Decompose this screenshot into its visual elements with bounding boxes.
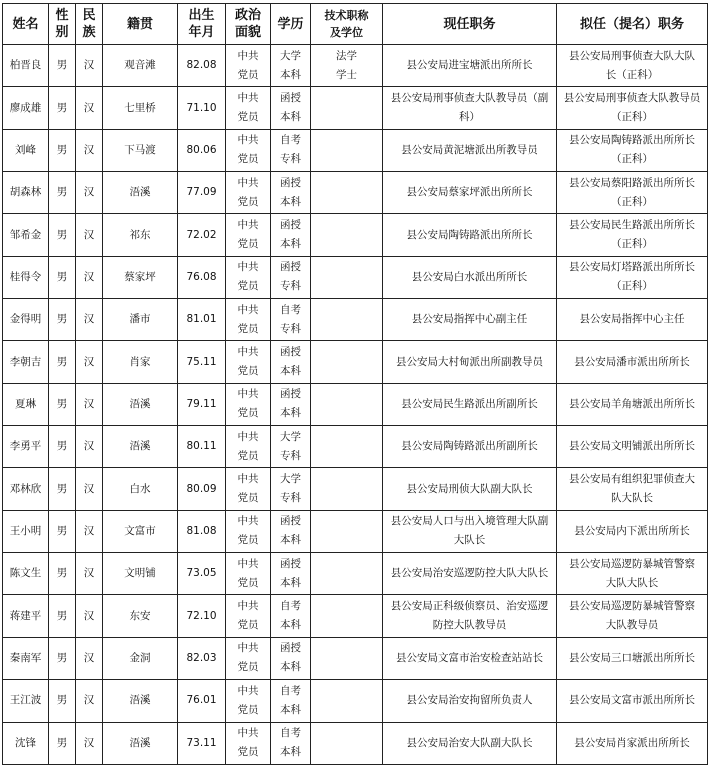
cell-gender: 男 — [49, 129, 76, 171]
cell-education: 函授 本科 — [271, 172, 311, 214]
cell-origin: 文明铺 — [103, 553, 178, 595]
cell-origin: 七里桥 — [103, 87, 178, 129]
cell-birth: 80.06 — [178, 129, 226, 171]
cell-title — [311, 172, 383, 214]
cell-origin: 蔡家坪 — [103, 256, 178, 298]
cell-origin: 下马渡 — [103, 129, 178, 171]
cell-political: 中共 党员 — [226, 129, 271, 171]
cell-political: 中共 党员 — [226, 172, 271, 214]
cell-name: 邓林欣 — [3, 468, 49, 510]
cell-name: 刘峰 — [3, 129, 49, 171]
cell-current-position: 县公安局治安拘留所负责人 — [383, 680, 557, 722]
cell-ethnicity: 汉 — [76, 426, 103, 468]
cell-proposed-position: 县公安局潘市派出所所长 — [557, 341, 708, 383]
header-ethnicity: 民 族 — [76, 4, 103, 45]
cell-name: 沈锋 — [3, 722, 49, 764]
cell-education: 大学 专科 — [271, 468, 311, 510]
cell-gender: 男 — [49, 595, 76, 637]
header-education: 学历 — [271, 4, 311, 45]
cell-education: 函授 专科 — [271, 256, 311, 298]
cell-gender: 男 — [49, 680, 76, 722]
cell-title — [311, 299, 383, 341]
cell-name: 胡森林 — [3, 172, 49, 214]
cell-education: 函授 本科 — [271, 87, 311, 129]
header-current-position: 现任职务 — [383, 4, 557, 45]
cell-title — [311, 129, 383, 171]
cell-political: 中共 党员 — [226, 214, 271, 256]
cell-gender: 男 — [49, 172, 76, 214]
cell-ethnicity: 汉 — [76, 256, 103, 298]
header-political: 政治 面貌 — [226, 4, 271, 45]
cell-title — [311, 680, 383, 722]
cell-proposed-position: 县公安局内下派出所所长 — [557, 510, 708, 552]
cell-origin: 文富市 — [103, 510, 178, 552]
cell-gender: 男 — [49, 468, 76, 510]
cell-gender: 男 — [49, 214, 76, 256]
cell-ethnicity: 汉 — [76, 214, 103, 256]
cell-ethnicity: 汉 — [76, 341, 103, 383]
cell-current-position: 县公安局刑侦大队副大队长 — [383, 468, 557, 510]
cell-name: 蒋建平 — [3, 595, 49, 637]
cell-ethnicity: 汉 — [76, 680, 103, 722]
personnel-table — [2, 3, 708, 765]
cell-birth: 80.11 — [178, 426, 226, 468]
cell-name: 廖成雄 — [3, 87, 49, 129]
header-gender: 性 别 — [49, 4, 76, 45]
cell-current-position: 县公安局人口与出入境管理大队副 大队长 — [383, 510, 557, 552]
cell-title — [311, 595, 383, 637]
cell-political: 中共 党员 — [226, 637, 271, 679]
cell-title — [311, 341, 383, 383]
cell-name: 柏晋良 — [3, 45, 49, 87]
cell-ethnicity: 汉 — [76, 510, 103, 552]
cell-name: 桂得令 — [3, 256, 49, 298]
cell-current-position: 县公安局陶铸路派出所副所长 — [383, 426, 557, 468]
cell-origin: 浯溪 — [103, 426, 178, 468]
cell-proposed-position: 县公安局巡逻防暴城管警察 大队大队长 — [557, 553, 708, 595]
cell-birth: 75.11 — [178, 341, 226, 383]
cell-title — [311, 722, 383, 764]
cell-title — [311, 553, 383, 595]
cell-current-position: 县公安局指挥中心副主任 — [383, 299, 557, 341]
cell-education: 自考 本科 — [271, 595, 311, 637]
cell-origin: 浯溪 — [103, 722, 178, 764]
cell-birth: 82.03 — [178, 637, 226, 679]
table-row — [3, 553, 708, 595]
cell-title — [311, 87, 383, 129]
cell-name: 王江波 — [3, 680, 49, 722]
table-row — [3, 383, 708, 425]
cell-origin: 浯溪 — [103, 172, 178, 214]
cell-birth: 81.08 — [178, 510, 226, 552]
header-proposed-position: 拟任（提名）职务 — [557, 4, 708, 45]
cell-education: 大学 专科 — [271, 426, 311, 468]
table-row — [3, 299, 708, 341]
cell-gender: 男 — [49, 299, 76, 341]
cell-current-position: 县公安局进宝塘派出所所长 — [383, 45, 557, 87]
cell-ethnicity: 汉 — [76, 172, 103, 214]
table-row — [3, 637, 708, 679]
cell-birth: 82.08 — [178, 45, 226, 87]
cell-proposed-position: 县公安局刑事侦查大队大队 长（正科） — [557, 45, 708, 87]
header-row — [3, 4, 708, 45]
cell-current-position: 县公安局大村甸派出所副教导员 — [383, 341, 557, 383]
cell-proposed-position: 县公安局陶铸路派出所所长 （正科） — [557, 129, 708, 171]
cell-proposed-position: 县公安局指挥中心主任 — [557, 299, 708, 341]
table-row — [3, 426, 708, 468]
table-row — [3, 722, 708, 764]
cell-ethnicity: 汉 — [76, 595, 103, 637]
cell-birth: 76.01 — [178, 680, 226, 722]
cell-origin: 浯溪 — [103, 383, 178, 425]
cell-title — [311, 383, 383, 425]
cell-political: 中共 党员 — [226, 510, 271, 552]
cell-current-position: 县公安局陶铸路派出所所长 — [383, 214, 557, 256]
cell-proposed-position: 县公安局羊角塘派出所所长 — [557, 383, 708, 425]
cell-current-position: 县公安局正科级侦察员、治安巡逻 防控大队教导员 — [383, 595, 557, 637]
cell-education: 函授 本科 — [271, 341, 311, 383]
cell-name: 陈文生 — [3, 553, 49, 595]
table-row — [3, 510, 708, 552]
cell-ethnicity: 汉 — [76, 553, 103, 595]
table-body — [3, 45, 708, 765]
cell-education: 函授 本科 — [271, 553, 311, 595]
cell-proposed-position: 县公安局文富市派出所所长 — [557, 680, 708, 722]
cell-current-position: 县公安局民生路派出所副所长 — [383, 383, 557, 425]
cell-proposed-position: 县公安局文明铺派出所所长 — [557, 426, 708, 468]
cell-birth: 72.10 — [178, 595, 226, 637]
cell-current-position: 县公安局黄泥塘派出所教导员 — [383, 129, 557, 171]
cell-current-position: 县公安局刑事侦查大队教导员（副 科） — [383, 87, 557, 129]
cell-birth: 73.05 — [178, 553, 226, 595]
cell-gender: 男 — [49, 553, 76, 595]
cell-name: 邹希金 — [3, 214, 49, 256]
cell-proposed-position: 县公安局有组织犯罪侦查大 队大队长 — [557, 468, 708, 510]
cell-proposed-position: 县公安局蔡阳路派出所所长 （正科） — [557, 172, 708, 214]
table-row — [3, 680, 708, 722]
cell-political: 中共 党员 — [226, 45, 271, 87]
cell-title: 法学 学士 — [311, 45, 383, 87]
cell-gender: 男 — [49, 637, 76, 679]
cell-current-position: 县公安局治安大队副大队长 — [383, 722, 557, 764]
cell-proposed-position: 县公安局刑事侦查大队教导员 （正科） — [557, 87, 708, 129]
cell-ethnicity: 汉 — [76, 637, 103, 679]
table-row — [3, 468, 708, 510]
cell-birth: 76.08 — [178, 256, 226, 298]
cell-gender: 男 — [49, 341, 76, 383]
cell-political: 中共 党员 — [226, 468, 271, 510]
cell-gender: 男 — [49, 383, 76, 425]
cell-gender: 男 — [49, 510, 76, 552]
cell-gender: 男 — [49, 426, 76, 468]
cell-education: 自考 专科 — [271, 129, 311, 171]
cell-birth: 81.01 — [178, 299, 226, 341]
cell-political: 中共 党员 — [226, 426, 271, 468]
cell-education: 自考 专科 — [271, 299, 311, 341]
cell-name: 夏琳 — [3, 383, 49, 425]
cell-birth: 71.10 — [178, 87, 226, 129]
cell-origin: 金洞 — [103, 637, 178, 679]
cell-ethnicity: 汉 — [76, 468, 103, 510]
cell-political: 中共 党员 — [226, 680, 271, 722]
cell-name: 秦南军 — [3, 637, 49, 679]
header-birth: 出生 年月 — [178, 4, 226, 45]
cell-gender: 男 — [49, 87, 76, 129]
table-row — [3, 256, 708, 298]
cell-proposed-position: 县公安局三口塘派出所所长 — [557, 637, 708, 679]
cell-political: 中共 党员 — [226, 383, 271, 425]
cell-gender: 男 — [49, 722, 76, 764]
cell-name: 王小明 — [3, 510, 49, 552]
header-origin: 籍贯 — [103, 4, 178, 45]
cell-education: 函授 本科 — [271, 637, 311, 679]
cell-origin: 东安 — [103, 595, 178, 637]
cell-ethnicity: 汉 — [76, 383, 103, 425]
cell-political: 中共 党员 — [226, 341, 271, 383]
table-row — [3, 214, 708, 256]
cell-political: 中共 党员 — [226, 595, 271, 637]
cell-title — [311, 510, 383, 552]
cell-current-position: 县公安局治安巡逻防控大队大队长 — [383, 553, 557, 595]
table-row — [3, 45, 708, 87]
cell-proposed-position: 县公安局灯塔路派出所所长 （正科） — [557, 256, 708, 298]
cell-proposed-position: 县公安局肖家派出所所长 — [557, 722, 708, 764]
cell-gender: 男 — [49, 45, 76, 87]
cell-political: 中共 党员 — [226, 722, 271, 764]
cell-title — [311, 426, 383, 468]
cell-title — [311, 468, 383, 510]
cell-education: 大学 本科 — [271, 45, 311, 87]
cell-gender: 男 — [49, 256, 76, 298]
cell-proposed-position: 县公安局巡逻防暴城管警察 大队教导员 — [557, 595, 708, 637]
cell-origin: 肖家 — [103, 341, 178, 383]
cell-political: 中共 党员 — [226, 299, 271, 341]
cell-title — [311, 214, 383, 256]
cell-origin: 潘市 — [103, 299, 178, 341]
cell-current-position: 县公安局蔡家坪派出所所长 — [383, 172, 557, 214]
cell-current-position: 县公安局白水派出所所长 — [383, 256, 557, 298]
cell-education: 自考 本科 — [271, 680, 311, 722]
cell-origin: 白水 — [103, 468, 178, 510]
cell-political: 中共 党员 — [226, 553, 271, 595]
header-title: 技术职称 及学位 — [311, 4, 383, 45]
cell-current-position: 县公安局文富市治安检查站站长 — [383, 637, 557, 679]
header-name: 姓名 — [3, 4, 49, 45]
cell-political: 中共 党员 — [226, 87, 271, 129]
cell-birth: 77.09 — [178, 172, 226, 214]
cell-origin: 观音滩 — [103, 45, 178, 87]
cell-education: 函授 本科 — [271, 383, 311, 425]
table-row — [3, 87, 708, 129]
cell-education: 自考 本科 — [271, 722, 311, 764]
cell-ethnicity: 汉 — [76, 129, 103, 171]
cell-birth: 79.11 — [178, 383, 226, 425]
cell-ethnicity: 汉 — [76, 87, 103, 129]
cell-birth: 73.11 — [178, 722, 226, 764]
cell-education: 函授 本科 — [271, 510, 311, 552]
table-row — [3, 595, 708, 637]
cell-proposed-position: 县公安局民生路派出所所长 （正科） — [557, 214, 708, 256]
cell-title — [311, 256, 383, 298]
cell-ethnicity: 汉 — [76, 299, 103, 341]
cell-birth: 80.09 — [178, 468, 226, 510]
cell-ethnicity: 汉 — [76, 722, 103, 764]
cell-political: 中共 党员 — [226, 256, 271, 298]
cell-name: 李朝吉 — [3, 341, 49, 383]
cell-title — [311, 637, 383, 679]
cell-name: 李勇平 — [3, 426, 49, 468]
cell-education: 函授 本科 — [271, 214, 311, 256]
table-row — [3, 341, 708, 383]
cell-origin: 浯溪 — [103, 680, 178, 722]
cell-name: 金得明 — [3, 299, 49, 341]
cell-origin: 祁东 — [103, 214, 178, 256]
table-row — [3, 129, 708, 171]
table-row — [3, 172, 708, 214]
cell-ethnicity: 汉 — [76, 45, 103, 87]
cell-birth: 72.02 — [178, 214, 226, 256]
